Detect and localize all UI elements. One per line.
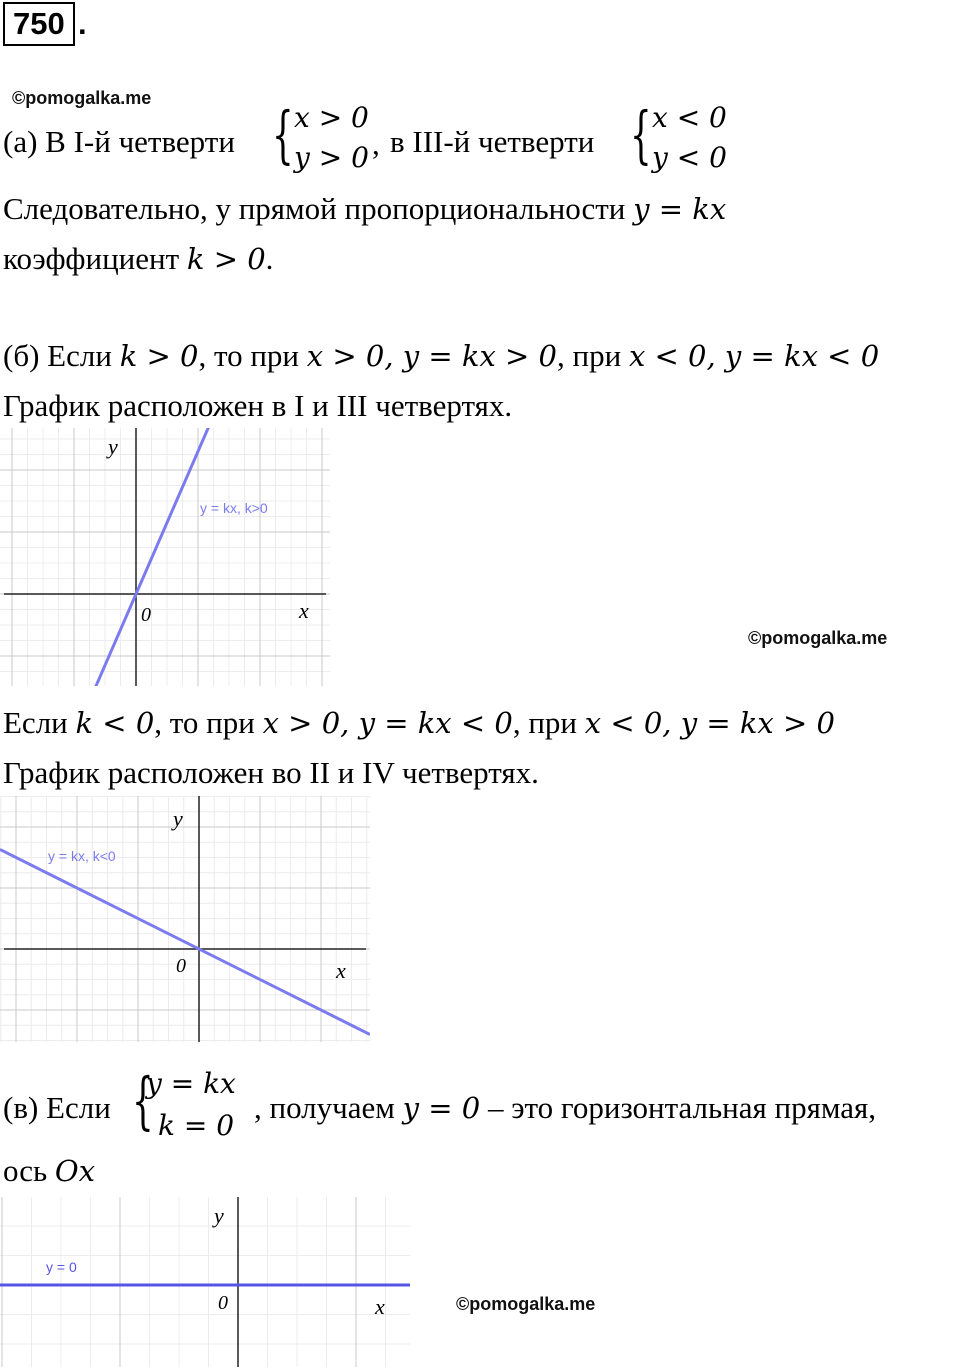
origin-label: 0 bbox=[141, 604, 151, 626]
function-label: y = kx, k>0 bbox=[200, 500, 268, 516]
part-a-comma: , bbox=[372, 126, 380, 161]
part-b-line4: График расположен во II и IV четвертях. bbox=[3, 755, 539, 790]
origin-label: 0 bbox=[218, 1292, 228, 1314]
system-line: y < 0 bbox=[652, 141, 727, 174]
line-text: коэффициент bbox=[3, 241, 180, 276]
y-axis-label: y bbox=[214, 1203, 224, 1228]
formula: x < 0, y = kx < 0 bbox=[628, 339, 880, 373]
part-c-line1-rest bbox=[254, 1092, 876, 1123]
part-b-line3 bbox=[3, 707, 835, 738]
formula: x < 0, y = kx > 0 bbox=[584, 706, 835, 740]
part-a-line3 bbox=[3, 243, 273, 274]
origin-label: 0 bbox=[176, 955, 186, 977]
formula: k > 0 bbox=[119, 339, 199, 373]
brace-symbol: { bbox=[272, 98, 294, 171]
line-text: Следовательно, у прямой пропорциональности bbox=[3, 191, 626, 226]
system-line: y > 0 bbox=[294, 141, 369, 174]
problem-number bbox=[3, 2, 75, 46]
x-axis-label: x bbox=[336, 958, 346, 983]
formula: Ox bbox=[54, 1154, 96, 1188]
watermark-middle: ©pomogalka.me bbox=[748, 628, 888, 648]
line-text: , то при bbox=[198, 338, 307, 373]
formula: y = 0 bbox=[402, 1091, 481, 1125]
system-line: x < 0 bbox=[652, 101, 727, 134]
watermark-bottom: ©pomogalka.me bbox=[456, 1294, 596, 1314]
system-line: y = kx bbox=[146, 1067, 236, 1100]
part-b-line2: График расположен в I и III четвертях. bbox=[3, 388, 513, 423]
x-axis-label: x bbox=[375, 1294, 385, 1319]
brace-symbol: { bbox=[132, 1064, 154, 1137]
problem-number-period: . bbox=[78, 6, 87, 41]
function-label: y = kx, k<0 bbox=[48, 848, 116, 864]
part-a-line2 bbox=[3, 193, 726, 224]
system-line: k = 0 bbox=[158, 1109, 235, 1142]
formula: x > 0, y = kx < 0 bbox=[262, 706, 513, 740]
graph-negative-slope bbox=[0, 796, 370, 1042]
line-end: . bbox=[265, 241, 274, 276]
part-b-line1 bbox=[3, 340, 879, 371]
line-text: – это горизонтальная прямая, bbox=[487, 1090, 877, 1125]
x-axis-label: x bbox=[299, 598, 309, 623]
part-a-system-2 bbox=[630, 98, 750, 182]
problem-number-text: 750 bbox=[13, 6, 65, 41]
graph-zero-slope bbox=[0, 1197, 410, 1367]
system-line: x > 0 bbox=[294, 101, 369, 134]
line-text: , получаем bbox=[254, 1090, 395, 1125]
function-line bbox=[0, 850, 370, 1035]
watermark-top: ©pomogalka.me bbox=[12, 88, 152, 108]
formula: x > 0, y = kx > 0 bbox=[306, 339, 557, 373]
function-line bbox=[0, 428, 330, 686]
part-a-middle: в III-й четверти bbox=[390, 124, 595, 159]
function-label: y = 0 bbox=[46, 1259, 77, 1275]
formula: y = kx bbox=[633, 192, 727, 226]
formula: k < 0 bbox=[75, 706, 155, 740]
part-c-line2 bbox=[3, 1155, 95, 1186]
brace-symbol: { bbox=[630, 98, 652, 171]
part-c-system bbox=[132, 1066, 262, 1150]
line-text: , при bbox=[512, 705, 585, 740]
graph-positive-slope bbox=[0, 428, 330, 686]
line-text: ось bbox=[3, 1153, 48, 1188]
formula: k > 0 bbox=[186, 242, 266, 276]
part-a-prefix: (а) В I-й четверти bbox=[3, 124, 235, 159]
line-text: Если bbox=[3, 705, 76, 740]
line-text: , то при bbox=[154, 705, 263, 740]
y-axis-label: y bbox=[173, 806, 183, 831]
line-text: (б) Если bbox=[3, 338, 120, 373]
y-axis-label: y bbox=[108, 434, 118, 459]
line-text: , при bbox=[557, 338, 629, 373]
part-c-prefix: (в) Если bbox=[3, 1090, 111, 1125]
